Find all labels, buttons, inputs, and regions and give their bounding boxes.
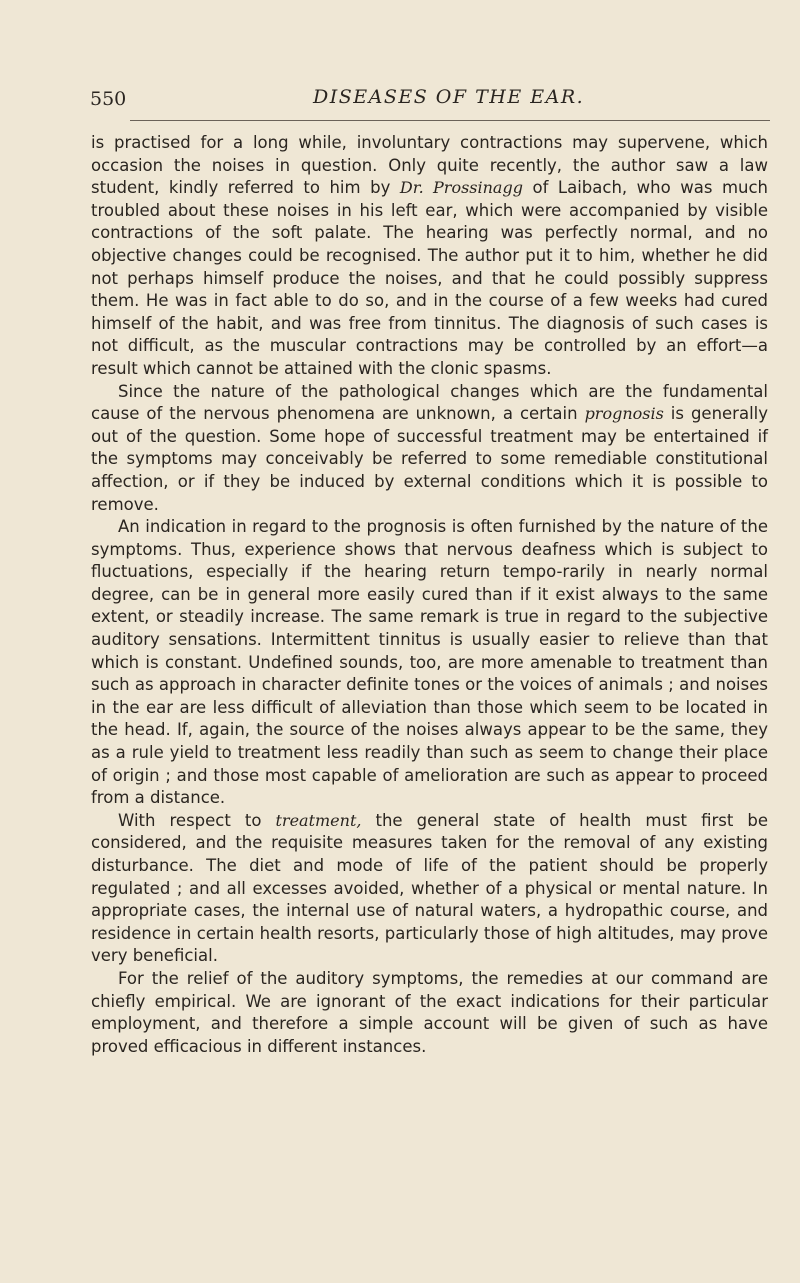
paragraph (91, 810, 768, 968)
text-run: is generally out of the question. Some hope of successful treatment may be entertained if the symptoms may conceivably be referred to some remediable constitutional affection, or if they be induced by external conditions which it is possible to remove. (91, 404, 769, 514)
text-run: Since the nature of the pathological changes which are the fundamental cause of the nervous phenomena are unknown, a certain (91, 381, 768, 424)
italic-text: treatment, (275, 810, 362, 830)
running-title: DISEASES OF THE EAR. (313, 86, 585, 108)
text-run: is practised for a long while, involuntary contractions may supervene, which occasion the noises in question. Only quite recently, the author saw a law student, kindly referred to him by (91, 133, 768, 198)
italic-text: Dr. Prossinagg (399, 178, 523, 198)
paragraph (91, 516, 768, 810)
text-run: An indication in regard to the prognosis is often furnished by the nature of the symptoms. Thus, experience shows that nervous deafness which is subject to fluctuations, especially if the hearing return tempo-rarily in nearly normal degree, can be in general more easily cured than if it exist always to the same extent, or steadily increase. The same remark is true in regard to the subjective auditory sensations. Intermittent tinnitus is usually easier to relieve than that which is constant. Undefined sounds, too, are more amenable to treatment than such as approach in character definite tones or the voices of animals ; and noises in the ear are less difficult of alleviation than those which seem to be located in the head. If, again, the source of the noises always appear to be the same, they as a rule yield to treatment less readily than such as seem to change their place of origin ; and those most capable of amelioration are such as appear to proceed from a distance. (91, 517, 768, 808)
paragraph (91, 968, 768, 1058)
text-run: the general state of health must first be considered, and the requisite measures taken for the removal of any existing disturbance. The diet and mode of life of the patient should be properly regulated ; and all excesses avoided, whether of a physical or mental nature. In appropriate cases, the internal use of natural waters, a hydropathic course, and residence in certain health resorts, particularly those of high altitudes, may prove very beneficial. (91, 810, 768, 966)
paragraph (91, 381, 768, 517)
text-run: of Laibach, who was much troubled about these noises in his left ear, which were accompanied by visible contractions of the soft palate. The hearing was perfectly normal, and no objective changes could be recognised. The author put it to him, whether he did not perhaps himself produce the noises, and that he could possibly suppress them. He was in fact able to do so, and in the course of a few weeks had cured himself of the habit, and was free from tinnitus. The diagnosis of such cases is not difficult, as the muscular contractions may be controlled by an effort—a result which cannot be attained with the clonic spasms. (91, 178, 769, 378)
text-run: For the relief of the auditory symptoms, the remedies at our command are chiefly empirical. We are ignorant of the exact indications for their particular employment, and therefore a simple account will be given of such as have proved efficacious in different instances. (91, 968, 768, 1056)
body-text (91, 132, 768, 1058)
page-number: 550 (90, 88, 127, 110)
text-run: With respect to (118, 810, 276, 830)
header-rule (130, 120, 770, 121)
italic-text: prognosis (584, 404, 664, 424)
paragraph (91, 132, 768, 381)
